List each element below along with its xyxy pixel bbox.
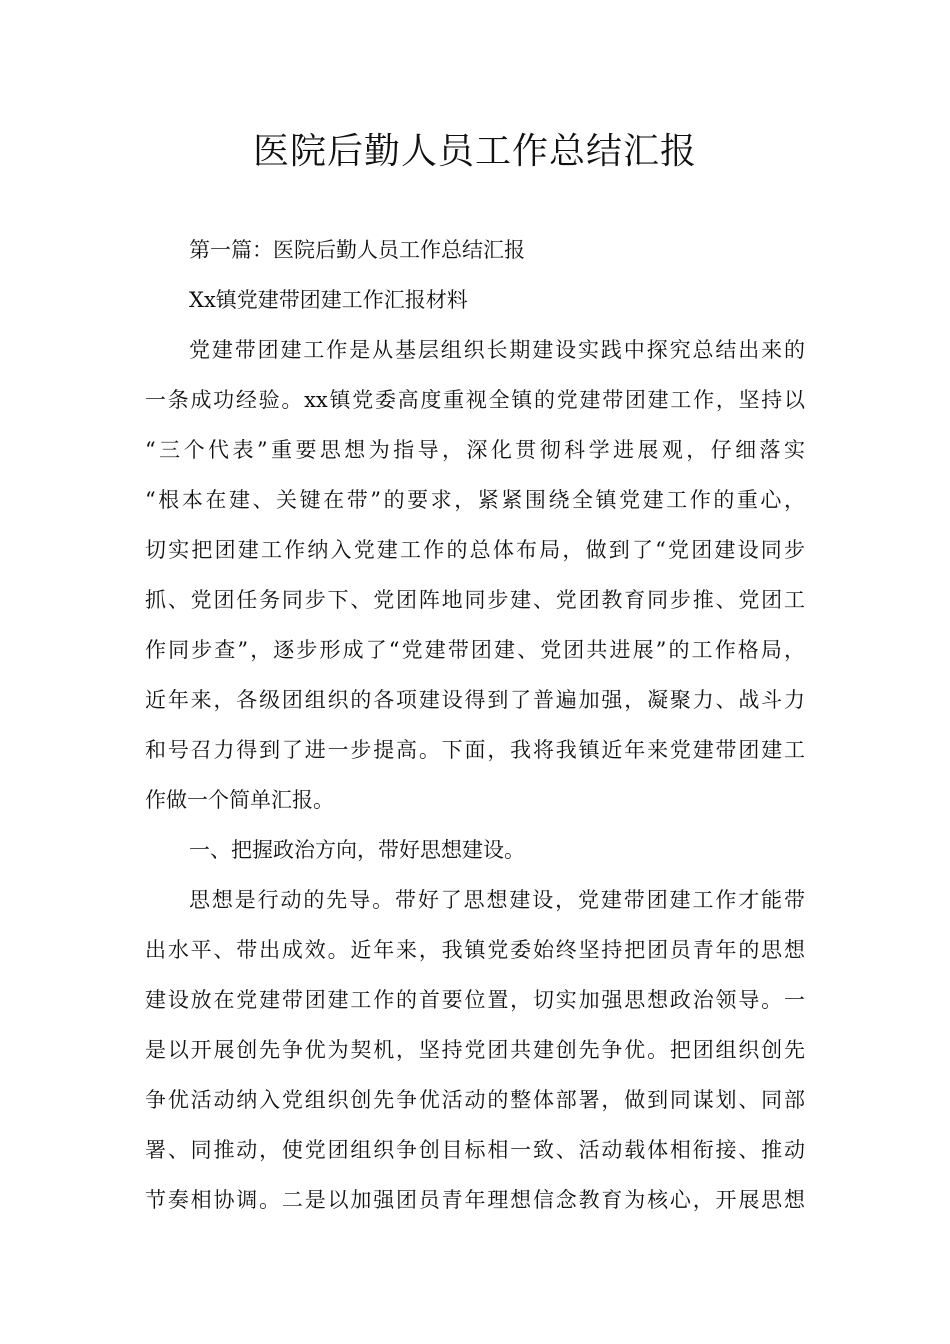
paragraph-line: “根本在建、关键在带”的要求，紧紧围绕全镇党建工作的重心， [145, 488, 805, 512]
paragraph-line: Xx镇党建带团建工作汇报材料 [189, 288, 468, 312]
paragraph-line: 一、把握政治方向，带好思想建设。 [189, 838, 525, 862]
paragraph-line: 作同步查”，逐步形成了“党建带团建、党团共进展”的工作格局， [145, 638, 805, 662]
paragraph-line: 署、同推动，使党团组织争创目标相一致、活动载体相衔接、推动 [145, 1138, 805, 1162]
paragraph-line: 第一篇：医院后勤人员工作总结汇报 [189, 238, 525, 262]
paragraph-line: 切实把团建工作纳入党建工作的总体布局，做到了“党团建设同步 [145, 538, 805, 562]
paragraph-line: “三个代表”重要思想为指导，深化贯彻科学进展观，仔细落实 [145, 438, 805, 462]
paragraph-line: 建设放在党建带团建工作的首要位置，切实加强思想政治领导。一 [145, 988, 805, 1012]
paragraph-line: 近年来，各级团组织的各项建设得到了普遍加强，凝聚力、战斗力 [145, 688, 805, 712]
paragraph-line: 节奏相协调。二是以加强团员青年理想信念教育为核心，开展思想 [145, 1188, 805, 1212]
paragraph-line: 是以开展创先争优为契机，坚持党团共建创先争优。把团组织创先 [145, 1038, 805, 1062]
paragraph-line: 抓、党团任务同步下、党团阵地同步建、党团教育同步推、党团工 [145, 588, 805, 612]
document-title: 医院后勤人员工作总结汇报 [252, 131, 697, 172]
document-body [145, 225, 805, 1225]
paragraph-line: 一条成功经验。xx镇党委高度重视全镇的党建带团建工作，坚持以 [145, 388, 805, 412]
paragraph-line: 思想是行动的先导。带好了思想建设，党建带团建工作才能带 [189, 888, 805, 912]
paragraph-line: 党建带团建工作是从基层组织长期建设实践中探究总结出来的 [189, 338, 805, 362]
paragraph-line: 作做一个简单汇报。 [145, 788, 334, 812]
paragraph-line: 出水平、带出成效。近年来，我镇党委始终坚持把团员青年的思想 [145, 938, 805, 962]
paragraph-line: 和号召力得到了进一步提高。下面，我将我镇近年来党建带团建工 [145, 738, 805, 762]
paragraph-line: 争优活动纳入党组织创先争优活动的整体部署，做到同谋划、同部 [145, 1088, 805, 1112]
